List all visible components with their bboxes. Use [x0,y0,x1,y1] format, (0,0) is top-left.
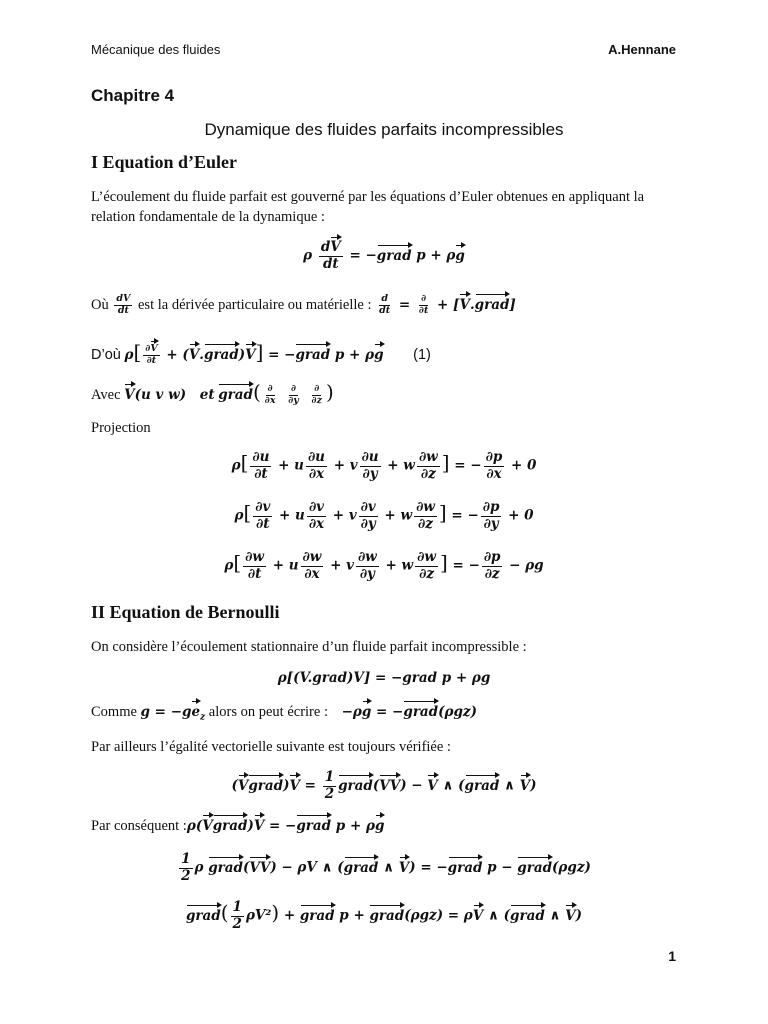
material-derivative-text: est la dérivée particulaire ou matérielle : [138,296,372,313]
euler-intro-paragraph: L’écoulement du fluide parfait est gouverné par les équations d’Euler obtenues en appliquant la relation fondamentale de la dynamique : [91,189,645,225]
consequent-label: Par conséquent : [91,818,187,834]
section-bernoulli-title: II Equation de Bernoulli [91,602,280,622]
equation-projection-z: ρ[ $\frac{\partial w}{\partial t}$ + u $\frac{\partial w}{\partial x}$ + v $\frac{\partial w}{\partial y}$ + w $\frac{\partial w}{\partial z}$ ] = − $\frac{\partial p}{\partial z}$ − ρg [224,549,544,582]
comme-label: Comme [91,704,137,720]
euler-expanded-line: D’où ρ[ $\frac{\partial V}{\partial t}$ + (V.grad)V] = −grad p + ρg (1) [91,340,431,366]
chapter-label: Chapitre 4 [91,86,175,105]
avec-label: Avec [91,387,121,403]
gravity-potential-line: Comme $g = -ge_z$ alors on peut écrire : −ρg = −grad(ρgz) [91,704,477,723]
equation-euler-vector: ρ $\frac{dV}{dt}$ = −grad p + ρg [303,239,465,272]
equation-stationary: ρ[(V.grad)V] = −grad p + ρg [277,670,491,686]
equation-bernoulli-step1: $\frac{1}{2}$ ρ grad(VV) − ρV ∧ (grad ∧ V) = −grad p − grad(ρgz) [181,851,591,884]
header-course-title: Mécanique des fluides [91,42,221,57]
ou-label: Où [91,296,109,313]
equation-projection-x: ρ[ $\frac{\partial u}{\partial t}$ + u $\frac{\partial u}{\partial x}$ + v $\frac{\partial u}{\partial y}$ + w $\frac{\partial w}{\partial z}$ ] = − $\frac{\partial p}{\partial x}$ + 0 [231,449,537,482]
material-derivative-line: Où $\frac{dV}{dt}$ est la dérivée particulaire ou matérielle : $\frac{d}{dt}$ = $\frac{\partial}{\partial t}$ + [V.grad] [91,293,516,316]
header-author: A.Hennane [608,42,676,57]
chapter-title: Dynamique des fluides parfaits incompressibles [204,120,564,139]
bernoulli-intro-paragraph: On considère l’écoulement stationnaire d’un fluide parfait incompressible : [91,639,527,655]
projection-label: Projection [91,420,151,436]
vector-identity-intro: Par ailleurs l’égalité vectorielle suivante est toujours vérifiée : [91,739,451,755]
dou-label: D’où [91,347,121,363]
section-euler-title: I Equation d’Euler [91,152,238,172]
comme-text: alors on peut écrire : [208,704,328,720]
consequence-line: Par conséquent :ρ(Vgrad)V = −grad p + ρg [91,818,385,834]
equation-vector-identity: (Vgrad)V = $\frac{1}{2}$ grad(VV) − V ∧ (grad ∧ V) [231,769,537,802]
equation-projection-y: ρ[ $\frac{\partial v}{\partial t}$ + u $\frac{\partial v}{\partial x}$ + v $\frac{\partial v}{\partial y}$ + w $\frac{\partial w}{\partial z}$ ] = − $\frac{\partial p}{\partial y}$ + 0 [234,499,534,532]
equation-number-1: (1) [413,347,431,363]
page-number: 1 [668,948,676,964]
et-label: et [199,387,215,403]
equation-bernoulli-step2: grad( $\frac{1}{2}$ ρV²) + grad p + grad(ρgz) = ρV ∧ (grad ∧ V) [185,899,583,932]
velocity-gradient-definition: Avec V(u v w) et grad( $\frac{\partial}{\partial x}$ $\frac{\partial}{\partial y}$ $\frac{\partial}{\partial z}$ ) [91,380,334,406]
